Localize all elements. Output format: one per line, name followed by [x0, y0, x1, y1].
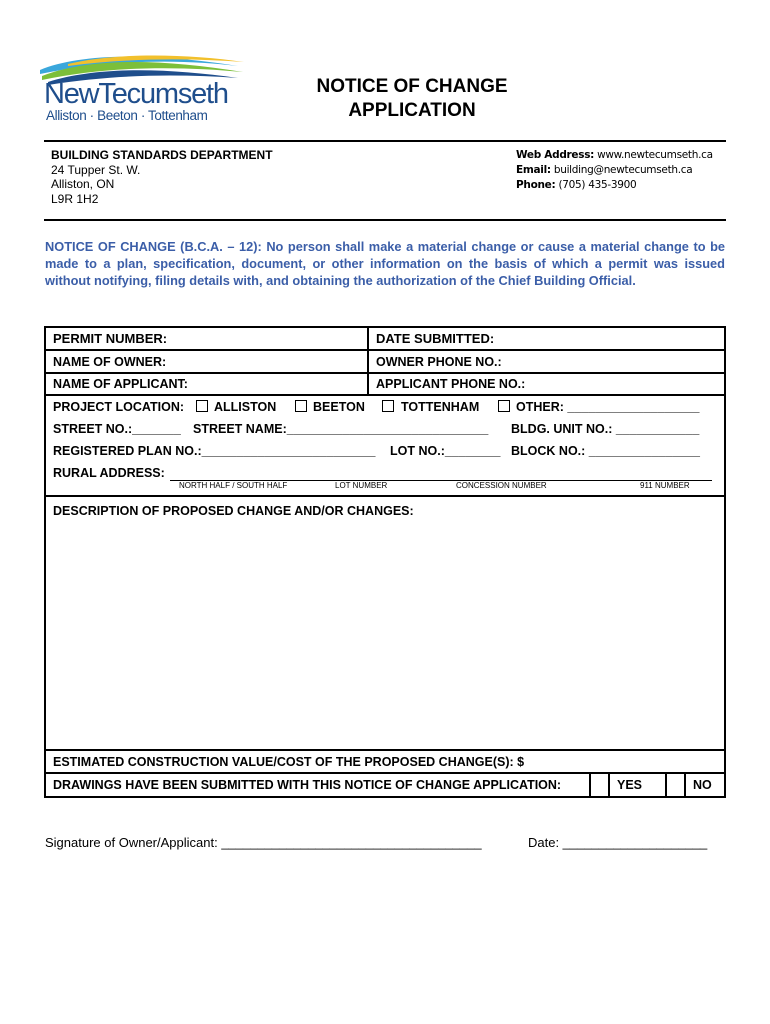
no-label: NO — [693, 778, 712, 792]
street-no-field[interactable]: STREET NO.:_______ — [53, 422, 181, 436]
beeton-label: BEETON — [313, 400, 365, 414]
phone-label: Phone: — [516, 179, 556, 191]
signature-field[interactable]: Signature of Owner/Applicant: ____________________________________ — [45, 835, 482, 850]
description-label: DESCRIPTION OF PROPOSED CHANGE AND/OR CHANGES: — [53, 504, 414, 518]
owner-name-field[interactable]: NAME OF OWNER: — [53, 354, 167, 369]
street-row — [46, 420, 724, 440]
section-divider — [46, 495, 724, 497]
email-address[interactable]: building@newtecumseth.ca — [553, 164, 693, 176]
address-line-2: Alliston, ON — [51, 177, 115, 191]
drawings-row — [46, 772, 724, 796]
date-field[interactable]: Date: ____________________ — [528, 835, 708, 850]
page-title — [262, 75, 562, 123]
address-line-1: 24 Tupper St. W. — [51, 162, 141, 177]
web-label: Web Address: — [516, 149, 595, 161]
estimate-row — [46, 753, 724, 773]
lot-no-field[interactable]: LOT NO.:________ — [390, 444, 501, 458]
yes-label: YES — [617, 778, 643, 792]
registered-plan-field[interactable]: REGISTERED PLAN NO.:_________________________ — [53, 444, 376, 458]
row-permit — [46, 328, 724, 351]
yes-checkbox[interactable] — [591, 774, 607, 796]
notice-form — [44, 326, 726, 798]
rural-concession-caption: CONCESSION NUMBER — [456, 481, 547, 490]
title-line-1: NOTICE OF CHANGE — [316, 76, 508, 97]
postal-code: L9R 1H2 — [51, 191, 99, 206]
logo-name: NewTecumseth — [44, 78, 228, 110]
date-submitted-field[interactable]: DATE SUBMITTED: — [376, 331, 495, 346]
new-tecumseth-logo — [38, 52, 248, 130]
header-divider — [44, 219, 726, 221]
phone-number: (705) 435-3900 — [558, 179, 637, 191]
owner-phone-field[interactable]: OWNER PHONE NO.: — [376, 354, 502, 369]
alliston-checkbox[interactable] — [196, 400, 208, 412]
rural-911-caption: 911 NUMBER — [640, 481, 690, 490]
web-address[interactable]: www.newtecumseth.ca — [597, 149, 713, 161]
applicant-name-field[interactable]: NAME OF APPLICANT: — [53, 377, 188, 391]
beeton-checkbox[interactable] — [295, 400, 307, 412]
other-checkbox[interactable] — [498, 400, 510, 412]
department-address — [51, 148, 273, 206]
street-name-field[interactable]: STREET NAME:_____________________________ — [193, 422, 489, 436]
description-row — [46, 502, 724, 522]
row-owner — [46, 351, 724, 374]
estimate-top-divider — [46, 749, 724, 751]
top-divider — [44, 140, 726, 142]
tottenham-checkbox[interactable] — [382, 400, 394, 412]
description-input-area[interactable] — [46, 524, 724, 748]
estimated-value-field[interactable]: ESTIMATED CONSTRUCTION VALUE/COST OF THE PROPOSED CHANGE(S): $ — [53, 755, 525, 769]
notice-paragraph: NOTICE OF CHANGE (B.C.A. – 12): No person shall make a material change or cause a material change to be made to a plan, specification, document, or other information on the basis of which a permit was issued without notifying, filing details with, and obtaining the authorization of the Chief Building Official. — [45, 239, 725, 288]
tottenham-label: TOTTENHAM — [401, 400, 480, 414]
project-location-row — [46, 398, 724, 418]
department-name: BUILDING STANDARDS DEPARTMENT — [51, 148, 273, 162]
other-field[interactable]: OTHER: ___________________ — [516, 400, 700, 414]
alliston-label: ALLISTON — [214, 400, 277, 414]
permit-number-field[interactable]: PERMIT NUMBER: — [53, 331, 168, 346]
no-checkbox[interactable] — [667, 774, 683, 796]
bldg-unit-field[interactable]: BLDG. UNIT NO.: ____________ — [511, 422, 700, 436]
block-no-field[interactable]: BLOCK NO.: ________________ — [511, 444, 701, 458]
rural-lot-caption: LOT NUMBER — [335, 481, 388, 490]
rural-address-row — [46, 464, 724, 496]
project-location-label: PROJECT LOCATION: — [53, 400, 185, 414]
row-applicant — [46, 374, 724, 396]
plan-row — [46, 442, 724, 462]
applicant-phone-field[interactable]: APPLICANT PHONE NO.: — [376, 377, 526, 391]
title-line-2: APPLICATION — [348, 100, 476, 121]
rural-half-caption: NORTH HALF / SOUTH HALF — [179, 481, 288, 490]
email-label: Email: — [516, 164, 551, 176]
rural-address-label: RURAL ADDRESS: — [53, 466, 165, 480]
contact-info — [516, 148, 713, 193]
drawings-label: DRAWINGS HAVE BEEN SUBMITTED WITH THIS NOTICE OF CHANGE APPLICATION: — [53, 778, 562, 792]
logo-towns: Alliston · Beeton · Tottenham — [46, 108, 208, 123]
